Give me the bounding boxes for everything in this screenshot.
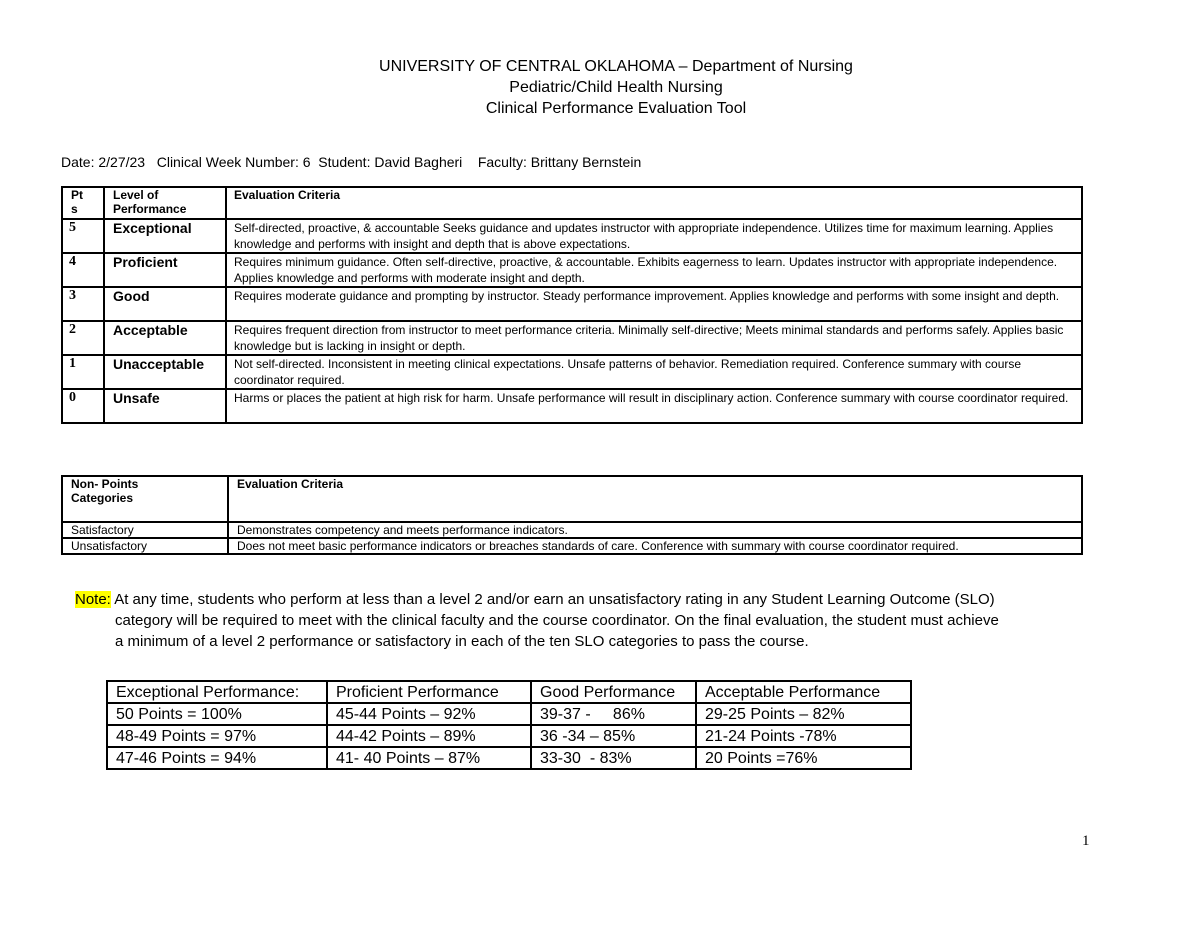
grade-header: Proficient Performance	[327, 681, 531, 703]
grade-cell: 36 -34 – 85%	[531, 725, 696, 747]
grade-cell: 39-37 - 86%	[531, 703, 696, 725]
grade-cell: 29-25 Points – 82%	[696, 703, 911, 725]
grade-cell: 20 Points =76%	[696, 747, 911, 769]
level-cell: Acceptable	[104, 321, 226, 355]
header-course: Pediatric/Child Health Nursing	[509, 79, 723, 96]
header-level: Level of Performance	[104, 187, 226, 219]
criteria-cell: Demonstrates competency and meets performance indicators.	[228, 522, 1082, 538]
grade-header: Exceptional Performance:	[107, 681, 327, 703]
note-paragraph	[75, 589, 1125, 652]
criteria-cell: Does not meet basic performance indicators or breaches standards of care. Conference with summary with course coordinator required.	[228, 538, 1082, 554]
criteria-cell: Harms or places the patient at high risk for harm. Unsafe performance will result in disciplinary action. Conference summary with course coordinator required.	[226, 389, 1082, 423]
criteria-cell: Requires moderate guidance and prompting by instructor. Steady performance improvement. Applies knowledge and performs with some insight and depth.	[226, 287, 1082, 321]
table-row	[62, 389, 1082, 423]
document-header	[0, 56, 1200, 119]
header-criteria: Evaluation Criteria	[228, 476, 1082, 522]
points-cell: 3	[62, 287, 104, 321]
grade-scale-table	[106, 680, 912, 770]
table-header-row	[62, 187, 1082, 219]
note-label: Note:	[75, 591, 111, 608]
points-cell: 4	[62, 253, 104, 287]
header-category: Non- Points Categories	[62, 476, 228, 522]
table-row	[107, 703, 911, 725]
grade-cell: 48-49 Points = 97%	[107, 725, 327, 747]
table-row	[107, 725, 911, 747]
level-cell: Exceptional	[104, 219, 226, 253]
points-cell: 2	[62, 321, 104, 355]
grade-cell: 47-46 Points = 94%	[107, 747, 327, 769]
header-pts: Pt s	[62, 187, 104, 219]
criteria-cell: Requires frequent direction from instructor to meet performance criteria. Minimally self-directive; Meets minimal standards and performs safely. Applies basic knowledge but is lacking in insight or depth.	[226, 321, 1082, 355]
table-row	[62, 538, 1082, 554]
table-header-row	[62, 476, 1082, 522]
level-cell: Unsafe	[104, 389, 226, 423]
category-cell: Unsatisfactory	[62, 538, 228, 554]
points-cell: 0	[62, 389, 104, 423]
category-cell: Satisfactory	[62, 522, 228, 538]
table-row	[62, 321, 1082, 355]
criteria-cell: Not self-directed. Inconsistent in meeting clinical expectations. Unsafe patterns of behavior. Remediation required. Conference summary with course coordinator required.	[226, 355, 1082, 389]
note-text-line2: category will be required to meet with the clinical faculty and the course coordinator. On the final evaluation, the student must achieve	[115, 612, 999, 629]
grade-header: Acceptable Performance	[696, 681, 911, 703]
grade-cell: 33-30 - 83%	[531, 747, 696, 769]
note-text-line3: a minimum of a level 2 performance or satisfactory in each of the ten SLO categories to pass the course.	[115, 633, 809, 650]
table-header-row	[107, 681, 911, 703]
header-tool-title: Clinical Performance Evaluation Tool	[485, 100, 747, 117]
header-university: UNIVERSITY OF CENTRAL OKLAHOMA – Department of Nursing	[379, 58, 853, 75]
grade-cell: 41- 40 Points – 87%	[327, 747, 531, 769]
criteria-cell: Self-directed, proactive, & accountable Seeks guidance and updates instructor with appropriate independence. Utilizes time for maximum learning. Applies knowledge and performs with insight and depth that is above expectations.	[226, 219, 1082, 253]
evaluation-info-line: Date: 2/27/23 Clinical Week Number: 6 Student: David Bagheri Faculty: Brittany Bernstein	[61, 154, 642, 170]
table-row	[62, 287, 1082, 321]
table-row	[62, 355, 1082, 389]
grade-cell: 45-44 Points – 92%	[327, 703, 531, 725]
table-row	[62, 253, 1082, 287]
level-cell: Proficient	[104, 253, 226, 287]
table-row	[62, 522, 1082, 538]
header-criteria: Evaluation Criteria	[226, 187, 1082, 219]
page-number: 1	[1082, 833, 1090, 849]
points-cell: 1	[62, 355, 104, 389]
performance-levels-table	[61, 186, 1083, 424]
table-row	[62, 219, 1082, 253]
grade-cell: 21-24 Points -78%	[696, 725, 911, 747]
table-row	[107, 747, 911, 769]
grade-cell: 50 Points = 100%	[107, 703, 327, 725]
points-cell: 5	[62, 219, 104, 253]
grade-header: Good Performance	[531, 681, 696, 703]
non-points-table	[61, 475, 1083, 555]
criteria-cell: Requires minimum guidance. Often self-directive, proactive, & accountable. Exhibits eagerness to learn. Updates instructor with appropriate independence. Applies knowledge and performs with moderate insight and depth.	[226, 253, 1082, 287]
note-text-line1: At any time, students who perform at less than a level 2 and/or earn an unsatisfactory rating in any Student Learning Outcome (SLO)	[110, 591, 995, 608]
level-cell: Unacceptable	[104, 355, 226, 389]
level-cell: Good	[104, 287, 226, 321]
grade-cell: 44-42 Points – 89%	[327, 725, 531, 747]
